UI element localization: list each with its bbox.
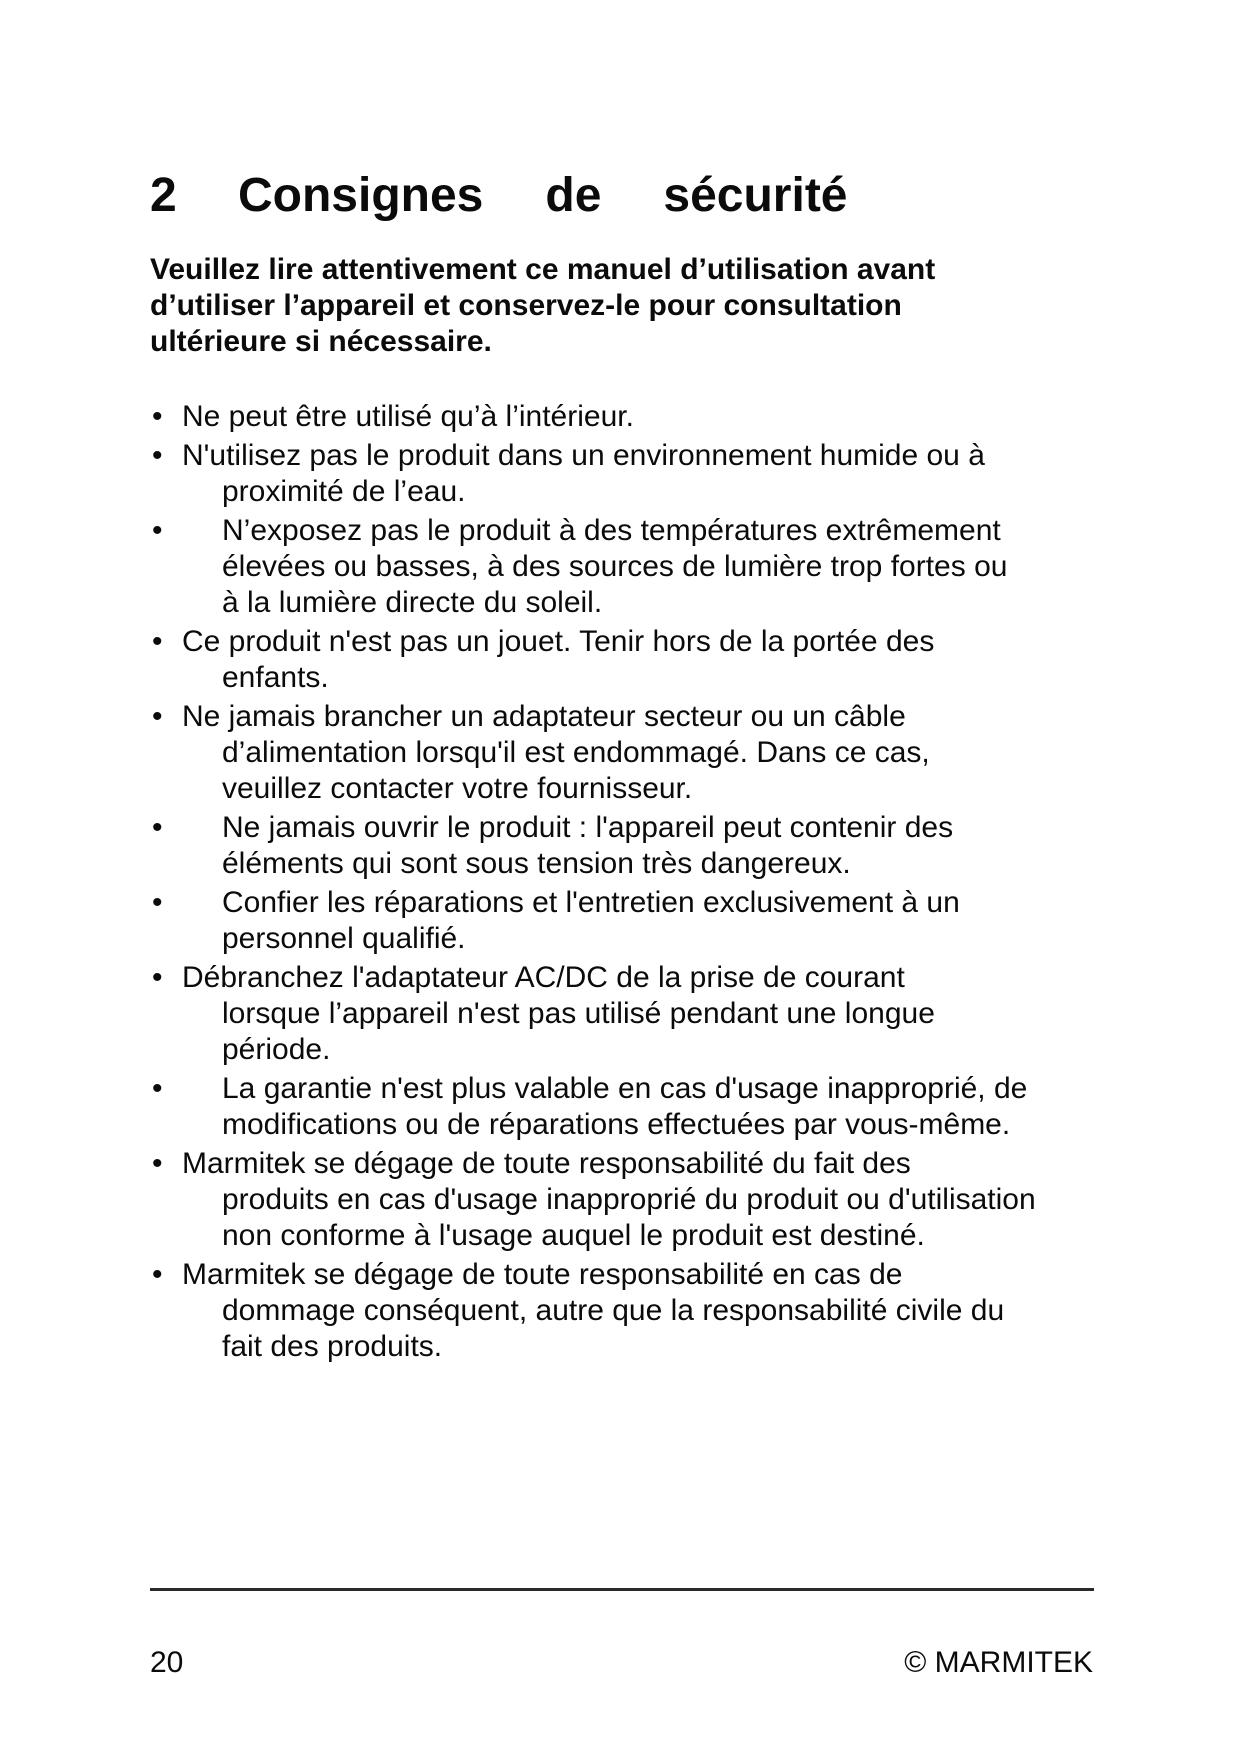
list-item-line: La garantie n'est plus valable en cas d'usage inapproprié, de <box>222 1072 1028 1105</box>
list-item <box>150 699 1110 807</box>
bullet-icon: • <box>152 1258 163 1291</box>
intro-line: d’utiliser l’appareil et conservez-le pour consultation <box>150 289 902 322</box>
section-title-word-2: de <box>545 169 602 222</box>
list-item-line: veuillez contacter votre fournisseur. <box>222 772 693 805</box>
list-item-line: personnel qualifié. <box>222 922 466 955</box>
list-item <box>150 399 1110 435</box>
bullet-icon: • <box>152 439 163 472</box>
list-item <box>150 513 1110 621</box>
bullet-icon: • <box>152 400 163 433</box>
section-title <box>150 168 848 224</box>
list-item <box>150 624 1110 696</box>
list-item-line: Confier les réparations et l'entretien exclusivement à un <box>222 886 960 919</box>
section-title-word-1: Consignes <box>238 169 484 222</box>
list-item-line: Ne peut être utilisé qu’à l’intérieur. <box>182 400 634 433</box>
list-item <box>150 885 1110 957</box>
list-item-line: Ne jamais ouvrir le produit : l'appareil peut contenir des <box>222 811 954 844</box>
footer-divider <box>150 1588 1094 1591</box>
section-title-word-3: sécurité <box>663 169 848 222</box>
list-item-line: période. <box>222 1033 331 1066</box>
bullet-icon: • <box>152 811 163 844</box>
list-item <box>150 1071 1110 1143</box>
section-number: 2 <box>150 169 177 222</box>
page-number: 20 <box>150 1646 184 1679</box>
list-item-line: Marmitek se dégage de toute responsabilité en cas de <box>182 1258 903 1291</box>
list-item-line: Débranchez l'adaptateur AC/DC de la prise de courant <box>182 961 905 994</box>
list-item <box>150 438 1110 510</box>
list-item <box>150 1146 1110 1254</box>
list-item-line: fait des produits. <box>222 1330 443 1363</box>
list-item <box>150 960 1110 1068</box>
list-item-line: N’exposez pas le produit à des températures extrêmement <box>222 514 1001 547</box>
bullet-icon: • <box>152 961 163 994</box>
intro-line: ultérieure si nécessaire. <box>150 325 492 358</box>
bullet-icon: • <box>152 700 163 733</box>
list-item-line: lorsque l’appareil n'est pas utilisé pendant une longue <box>222 997 935 1030</box>
copyright-notice: © MARMITEK <box>904 1646 1093 1679</box>
safety-instructions-list <box>150 399 1110 1368</box>
list-item <box>150 810 1110 882</box>
list-item-line: Ne jamais brancher un adaptateur secteur ou un câble <box>182 700 906 733</box>
list-item-line: à la lumière directe du soleil. <box>222 586 603 619</box>
list-item <box>150 1257 1110 1365</box>
list-item-line: Marmitek se dégage de toute responsabilité du fait des <box>182 1147 911 1180</box>
list-item-line: non conforme à l'usage auquel le produit est destiné. <box>222 1219 925 1252</box>
list-item-line: produits en cas d'usage inapproprié du produit ou d'utilisation <box>222 1183 1036 1216</box>
list-item-line: modifications ou de réparations effectuées par vous-même. <box>222 1108 1011 1141</box>
list-item-line: N'utilisez pas le produit dans un environnement humide ou à <box>182 439 985 472</box>
bullet-icon: • <box>152 1147 163 1180</box>
intro-line: Veuillez lire attentivement ce manuel d’utilisation avant <box>150 253 936 286</box>
bullet-icon: • <box>152 514 163 547</box>
list-item-line: éléments qui sont sous tension très dangereux. <box>222 847 851 880</box>
list-item-line: élevées ou basses, à des sources de lumière trop fortes ou <box>222 550 1008 583</box>
list-item-line: Ce produit n'est pas un jouet. Tenir hors de la portée des <box>182 625 935 658</box>
list-item-line: dommage conséquent, autre que la responsabilité civile du <box>222 1294 1005 1327</box>
bullet-icon: • <box>152 886 163 919</box>
list-item-line: proximité de l’eau. <box>222 475 466 508</box>
intro-paragraph <box>150 252 1050 360</box>
bullet-icon: • <box>152 625 163 658</box>
list-item-line: d’alimentation lorsqu'il est endommagé. Dans ce cas, <box>222 736 930 769</box>
list-item-line: enfants. <box>222 661 329 694</box>
bullet-icon: • <box>152 1072 163 1105</box>
